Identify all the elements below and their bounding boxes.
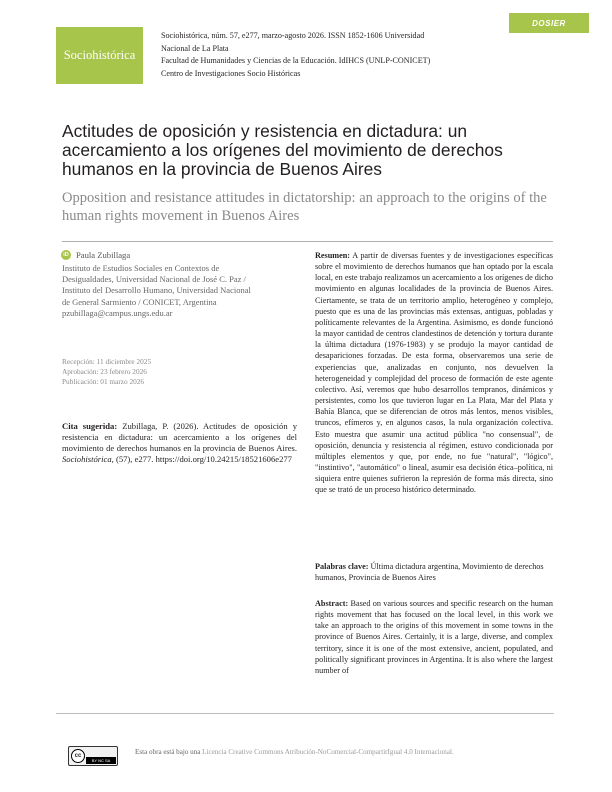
citation-journal: Sociohistórica	[62, 454, 112, 465]
section-badge: DOSIER	[509, 13, 589, 33]
resumen-text: A partir de diversas fuentes y de investigaciones específicas sobre el movimiento de derechos humanos que han optado por la escala local, en este trabajo realizamos un acercamiento a los orígenes de dicho movimiento en algunas localidades de la provincia de Buenos Aires. Ciertamente, se trata de un territorio amplio, heterogéneo y complejo, puesto que es una de las provincias más extensas, antiguas, pobladas y políticamente relevantes de la Argentina. Asimismo, es donde funcionó la mayor cantidad de centros clandestinos de detención y tortura durante la última dictadura (1976-1983) y se produjo la mayor cantidad de desapariciones forzadas. De esta forma, observaremos una serie de experiencias que, analizadas en conjunto, nos devuelven la heterogeneidad y complejidad del proceso de formación de este agente colectivo. Así, veremos que hubo desarrollos tempranos, dinámicos y persistentes, como los que tuvieron lugar en La Plata, Mar del Plata y Bahía Blanca, que se diferencian de otros más lentos, menos visibles, truncos, efímeros y, en algunos casos, la nula organización colectiva. Esto muestra que asumir una actitud pública "no consensual", de oposición, denuncia y resistencia al régimen, estuvo condicionada por múltiples elementos y que, por ende, no fue "natural", "lógico", "instintivo", "automático" o lineal, asumir esa decisión ética–política, ni siquiera entre quienes sufrieron la represión de forma más directa, sino que se trató de un proceso histórico determinado.	[315, 251, 553, 495]
article-dates	[62, 357, 151, 387]
journal-logo[interactable]: Sociohistórica	[56, 27, 143, 84]
affiliation-line: Instituto del Desarrollo Humano, Universidad Nacional	[62, 285, 251, 296]
abstract-paragraph	[315, 598, 553, 676]
orcid-icon[interactable]: iD	[61, 250, 71, 260]
resumen-paragraph	[315, 250, 553, 495]
affiliation-line: de General Sarmiento / CONICET, Argentina	[62, 296, 217, 307]
header-line: Facultad de Humanidades y Ciencias de la Educación. IdIHCS (UNLP-CONICET)	[161, 56, 431, 65]
header-line: Nacional de La Plata	[161, 43, 229, 53]
citation-doi[interactable]: , (57), e277. https://doi.org/10.24215/18521606e277	[111, 454, 292, 465]
published-date: Publicación: 01 marzo 2026	[62, 377, 145, 386]
author-affiliation	[62, 263, 302, 319]
approved-date: Aprobación: 23 febrero 2026	[62, 367, 147, 376]
article-title-english: Opposition and resistance attitudes in dictatorship: an approach to the origins of the human rights movement in Buenos Aires	[62, 190, 547, 224]
cc-sub-label: BY NC SA	[91, 758, 111, 763]
cc-icon: cc	[71, 749, 85, 763]
license-link[interactable]: Licencia Creative Commons Atribución-NoComercial-CompartirIgual 4.0 Internacional.	[202, 748, 454, 756]
citation-text: Zubillaga, P. (2026). Actitudes de oposición y resistencia en dictadura: un acercamiento a los orígenes del movimiento de derechos humanos en la provincia de Buenos Aires.	[62, 421, 297, 454]
license-text	[135, 748, 454, 756]
license-prefix: Esta obra está bajo una	[135, 748, 203, 756]
citation-label: Cita sugerida:	[62, 421, 118, 431]
abstract-text: Based on various sources and specific research on the human rights movement that has focused on the local level, in this work we take an approach to the origins of this movement in some towns in the province of Buenos Aires. Certainly, it is a large, diverse, and complex territory, since it is one of the most extensive, ancient, populated, and politically significant provinces in Argentina. It is also where the largest number of	[315, 599, 553, 675]
affiliation-line: Instituto de Estudios Sociales en Contextos de	[62, 263, 220, 273]
received-date: Recepción: 11 diciembre 2025	[62, 357, 152, 366]
keywords-paragraph	[315, 561, 553, 583]
author-name: Paula Zubillaga	[76, 250, 131, 260]
header-line: Centro de Investigaciones Socio Históricas	[161, 68, 301, 78]
affiliation-line: Desigualdades, Universidad Nacional de José C. Paz /	[62, 274, 246, 285]
abstract-label: Abstract:	[315, 599, 349, 608]
divider	[62, 241, 553, 242]
footer-divider	[56, 713, 554, 714]
cc-by-nc-sa-icon	[86, 757, 116, 764]
header-line: Sociohistórica, núm. 57, e277, marzo-agosto 2026. ISSN 1852-1606 Universidad	[161, 31, 425, 40]
resumen-label: Resumen:	[315, 251, 351, 260]
cc-license-badge[interactable]	[68, 746, 118, 766]
article-title-spanish: Actitudes de oposición y resistencia en dictadura: un acercamiento a los orígenes del movimiento de derechos humanos en la provincia de Buenos Aires	[62, 121, 503, 179]
suggested-citation	[62, 421, 297, 465]
keywords-label: Palabras clave:	[315, 562, 369, 571]
author-email[interactable]: pzubillaga@campus.ungs.edu.ar	[62, 307, 173, 318]
journal-header	[161, 30, 430, 80]
keywords-text: Última dictadura argentina, Movimiento de derechos humanos, Provincia de Buenos Aires	[315, 562, 544, 583]
